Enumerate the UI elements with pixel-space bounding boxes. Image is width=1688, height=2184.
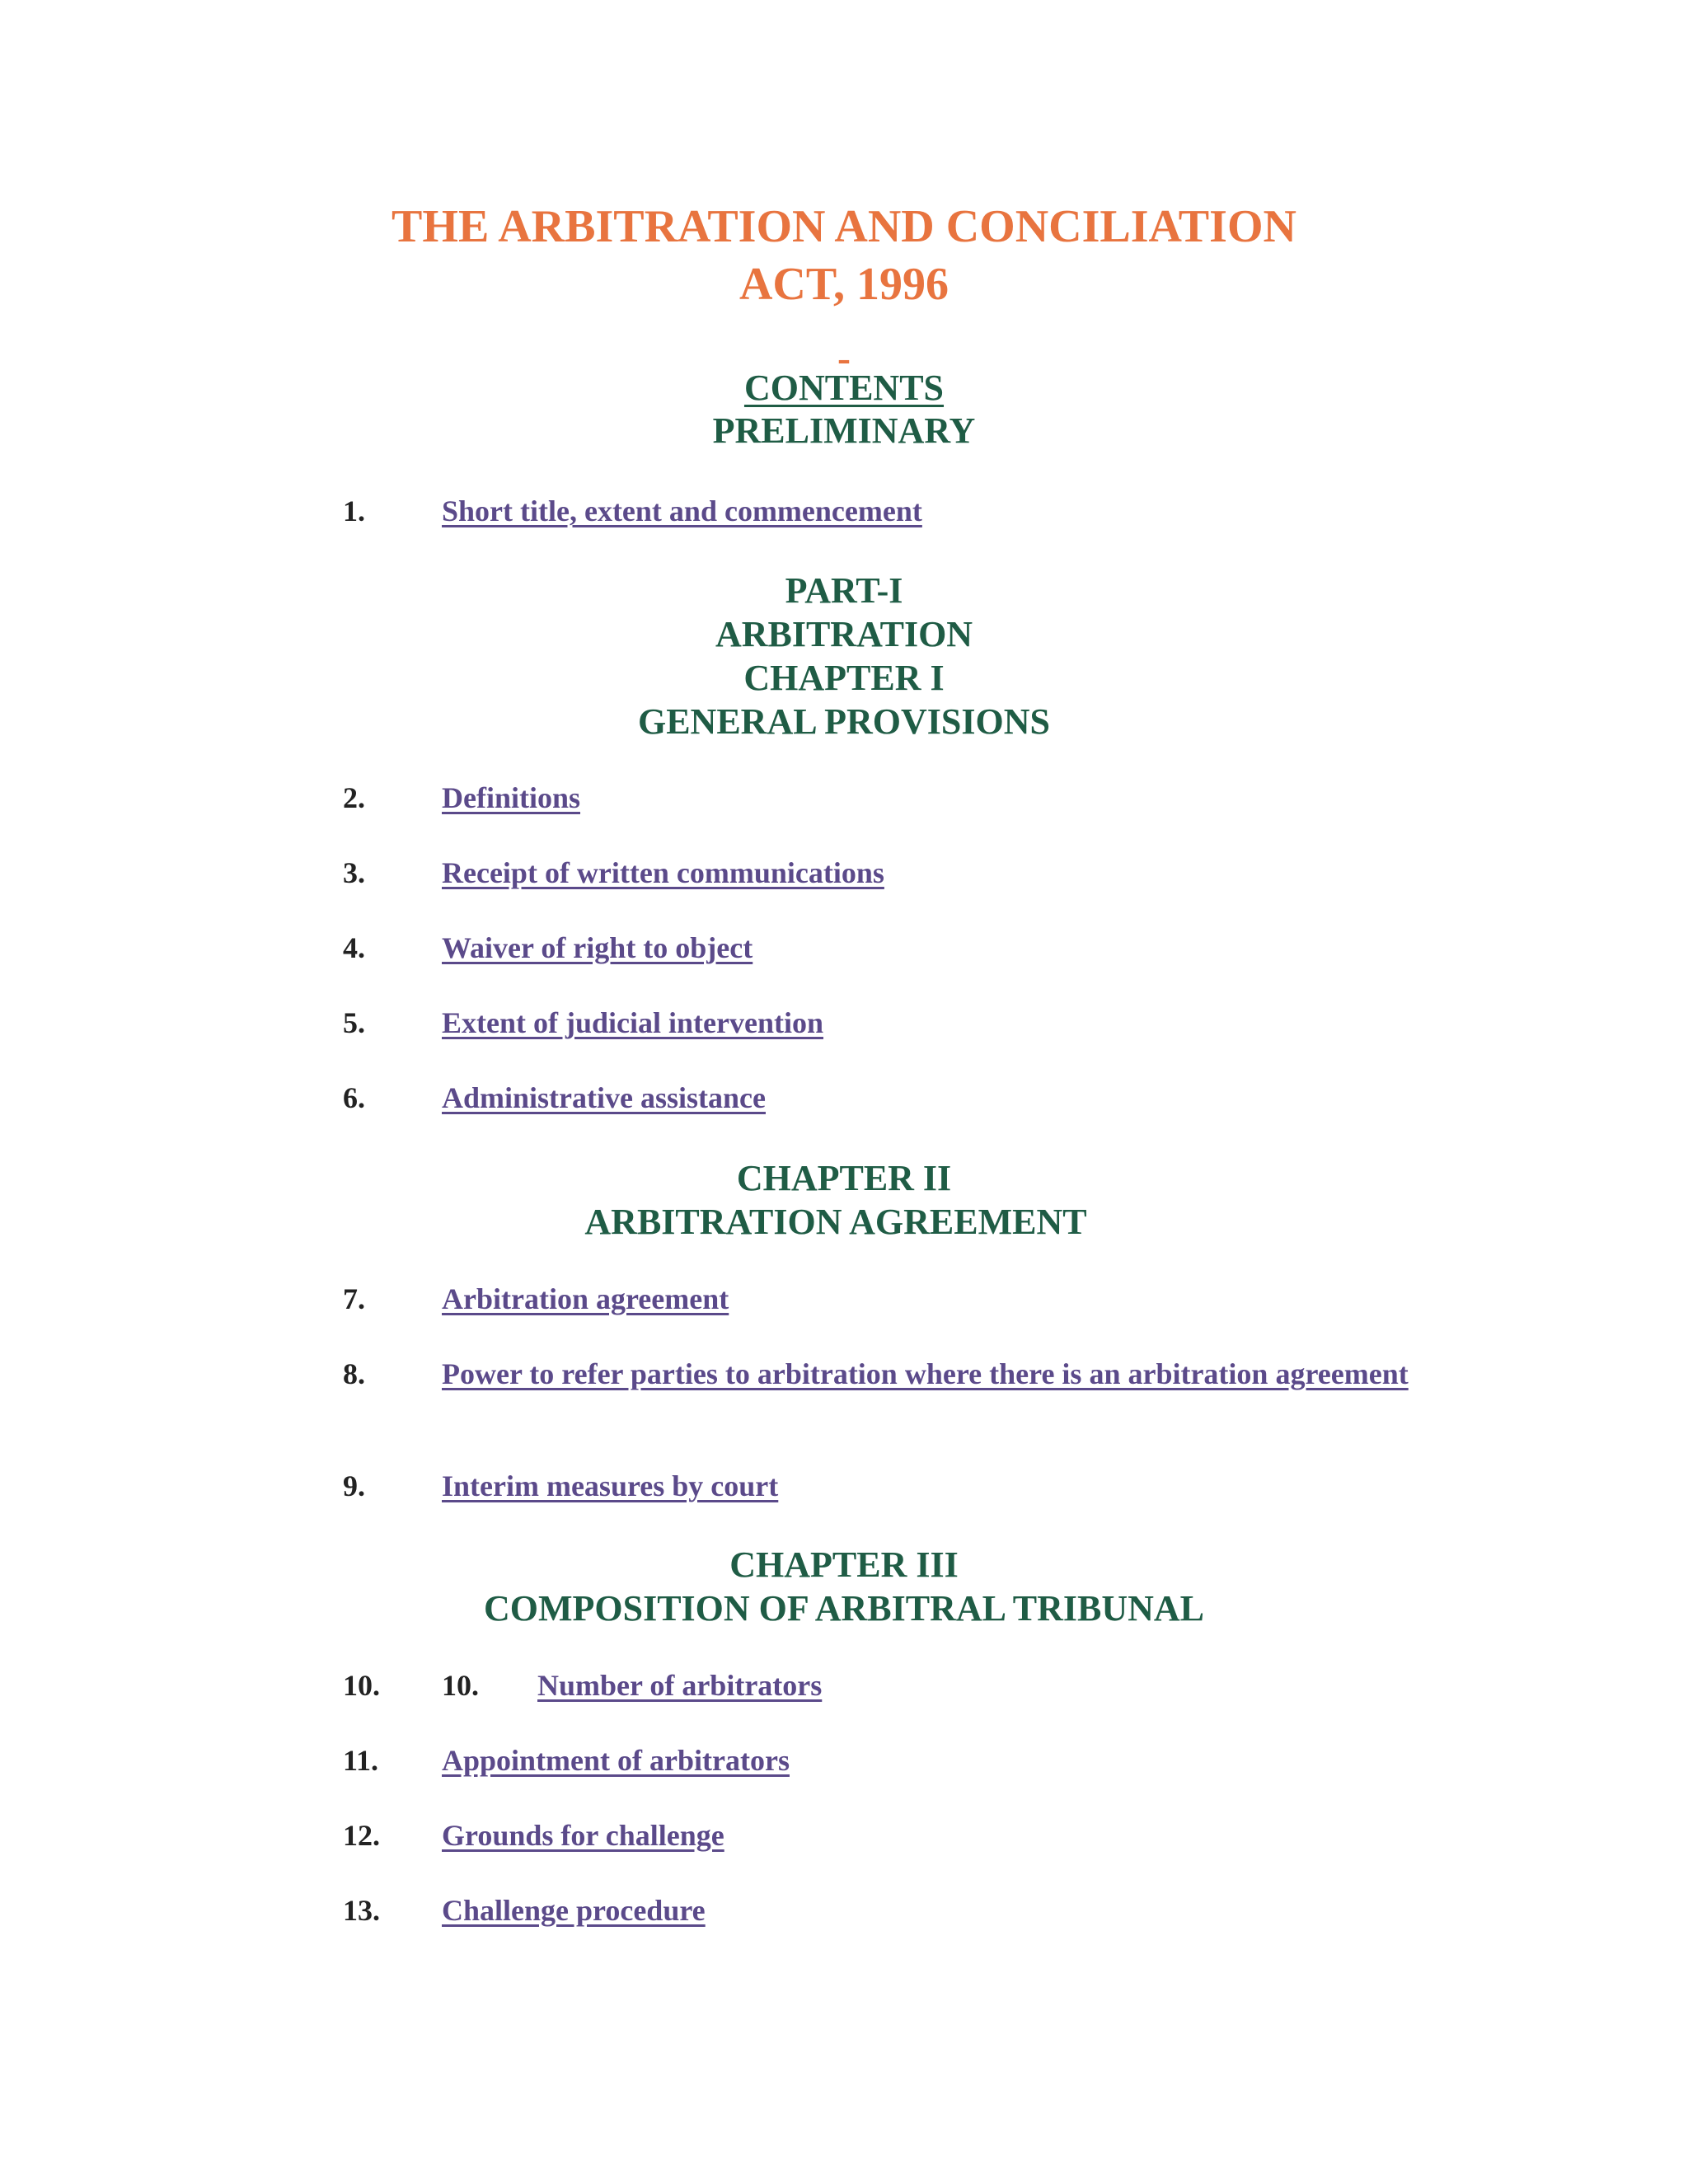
general-provisions-heading: GENERAL PROVISIONS <box>637 701 1050 742</box>
part-i-heading: PART-I <box>785 570 903 611</box>
section-link-receipt-of-written-communications[interactable]: Receipt of written communications <box>442 856 884 889</box>
section-inner-number-10: 10. <box>442 1669 479 1702</box>
section-number-3: 3. <box>343 856 365 889</box>
section-number-12: 12. <box>343 1819 380 1852</box>
chapter-iii-heading: CHAPTER III <box>729 1544 959 1585</box>
section-number-1: 1. <box>343 494 365 527</box>
contents-heading <box>0 366 1688 410</box>
section-number-10: 10. <box>343 1669 380 1702</box>
section-number-2: 2. <box>343 781 365 814</box>
section-link-definitions[interactable]: Definitions <box>442 781 581 814</box>
section-link-challenge-procedure[interactable]: Challenge procedure <box>442 1894 706 1927</box>
preliminary-heading: PRELIMINARY <box>712 410 976 451</box>
composition-of-arbitral-tribunal-heading: COMPOSITION OF ARBITRAL TRIBUNAL <box>483 1588 1205 1629</box>
document-title-line2: ACT, 1996 <box>738 259 950 310</box>
section-link-administrative-assistance[interactable]: Administrative assistance <box>442 1081 766 1114</box>
title-dash: - <box>837 336 851 380</box>
section-number-4: 4. <box>343 931 365 964</box>
section-number-6: 6. <box>343 1081 365 1114</box>
section-link-interim-measures[interactable]: Interim measures by court <box>442 1469 779 1502</box>
section-link-power-to-refer[interactable]: Power to refer parties to arbitration where there is an arbitration agreement <box>442 1357 1409 1390</box>
section-number-8: 8. <box>343 1357 365 1390</box>
chapter-ii-heading: CHAPTER II <box>736 1158 952 1198</box>
section-link-number-of-arbitrators[interactable]: Number of arbitrators <box>537 1669 823 1702</box>
arbitration-heading: ARBITRATION <box>715 614 973 654</box>
section-link-grounds-for-challenge[interactable]: Grounds for challenge <box>442 1819 724 1852</box>
section-link-judicial-intervention[interactable]: Extent of judicial intervention <box>442 1006 823 1039</box>
section-number-11: 11. <box>343 1744 379 1777</box>
section-number-9: 9. <box>343 1469 365 1502</box>
section-link-waiver-of-right[interactable]: Waiver of right to object <box>442 931 753 964</box>
section-link-arbitration-agreement[interactable]: Arbitration agreement <box>442 1282 729 1315</box>
contents-heading-text: CONTENTS <box>743 368 945 408</box>
section-link-short-title[interactable]: Short title, extent and commencement <box>442 494 922 527</box>
section-number-5: 5. <box>343 1006 365 1039</box>
section-link-appointment-of-arbitrators[interactable]: Appointment of arbitrators <box>442 1744 790 1777</box>
section-number-7: 7. <box>343 1282 365 1315</box>
arbitration-agreement-heading: ARBITRATION AGREEMENT <box>584 1202 1087 1242</box>
section-number-13: 13. <box>343 1894 380 1927</box>
document-title-line1: THE ARBITRATION AND CONCILIATION <box>392 201 1296 252</box>
chapter-i-heading: CHAPTER I <box>743 658 945 698</box>
